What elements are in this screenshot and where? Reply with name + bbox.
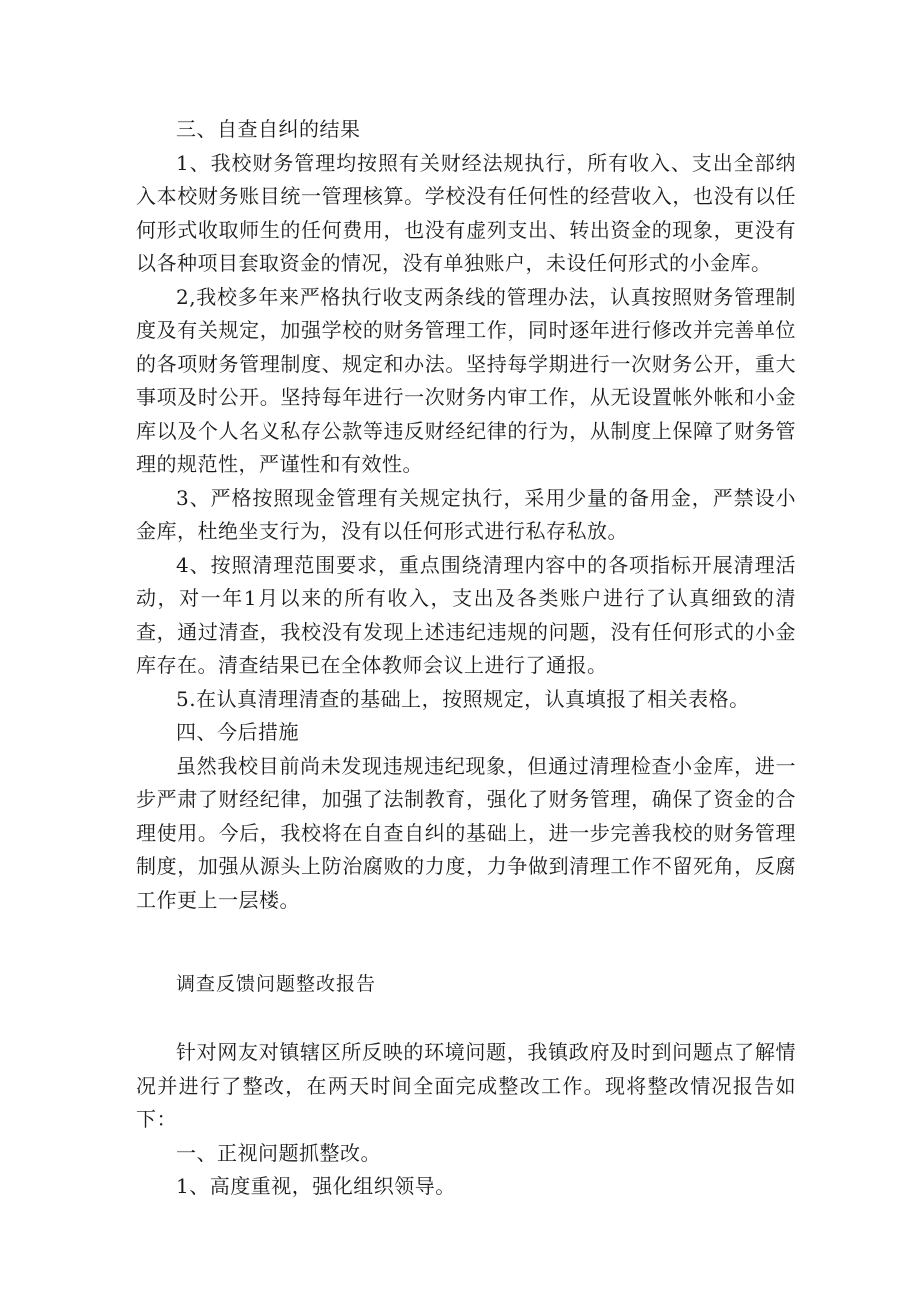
report-title-block xyxy=(136,968,796,1002)
section-one xyxy=(136,113,796,917)
section-one-item-3: 3、严格按照现金管理有关规定执行，采用少量的备用金，严禁设小金库，杜绝坐支行为，没有以任何形式进行私存私放。 xyxy=(136,485,796,543)
report-intro: 针对网友对镇辖区所反映的环境问题，我镇政府及时到问题点了解情况并进行了整改，在两天时间全面完成整改工作。现将整改情况报告如下： xyxy=(136,1040,796,1131)
report-item-1: 1、高度重视，强化组织领导。 xyxy=(176,1174,456,1198)
section-one-item-1: 1、我校财务管理均按照有关财经法规执行，所有收入、支出全部纳入本校财务账目统一管理核算。学校没有任何性的经营收入，也没有以任何形式收取师生的任何费用，也没有虚列支出、转出资金的现象，更没有以各种项目套取资金的情况，没有单独账户，未设任何形式的小金库。 xyxy=(136,150,796,275)
report-body xyxy=(136,1036,796,1204)
section-two-heading: 四、今后措施 xyxy=(176,720,299,744)
report-title: 调查反馈问题整改报告 xyxy=(176,973,377,995)
section-one-item-5: 5.在认真清理清查的基础上，按照规定，认真填报了相关表格。 xyxy=(176,686,750,711)
report-sub-heading: 一、正视问题抓整改。 xyxy=(176,1140,381,1165)
section-one-heading: 三、自查自纠的结果 xyxy=(176,117,361,141)
section-one-item-2: 2,我校多年来严格执行收支两条线的管理办法，认真按照财务管理制度及有关规定，加强学校的财务管理工作，同时逐年进行修改并完善单位的各项财务管理制度、规定和办法。坚持每学期进行一次财务公开，重大事项及时公开。坚持每年进行一次财务内审工作，从无设置帐外帐和小金库以及个人名义私存公款等违反财经纪律的行为，从制度上保障了财务管理的规范性，严谨性和有效性。 xyxy=(136,284,796,476)
section-two-body: 虽然我校目前尚未发现违规违纪现象，但通过清理检查小金库，进一步严肃了财经纪律，加强了法制教育，强化了财务管理，确保了资金的合理使用。今后，我校将在自查自纠的基础上，进一步完善我校的财务管理制度，加强从源头上防治腐败的力度，力争做到清理工作不留死角，反腐工作更上一层楼。 xyxy=(136,753,796,912)
section-one-item-4: 4、按照清理范围要求，重点围绕清理内容中的各项指标开展清理活动，对一年1月以来的所有收入，支出及各类账户进行了认真细致的清查，通过清查，我校没有发现上述违纪违规的问题，没有任何形式的小金库存在。清查结果已在全体教师会议上进行了通报。 xyxy=(136,552,796,677)
